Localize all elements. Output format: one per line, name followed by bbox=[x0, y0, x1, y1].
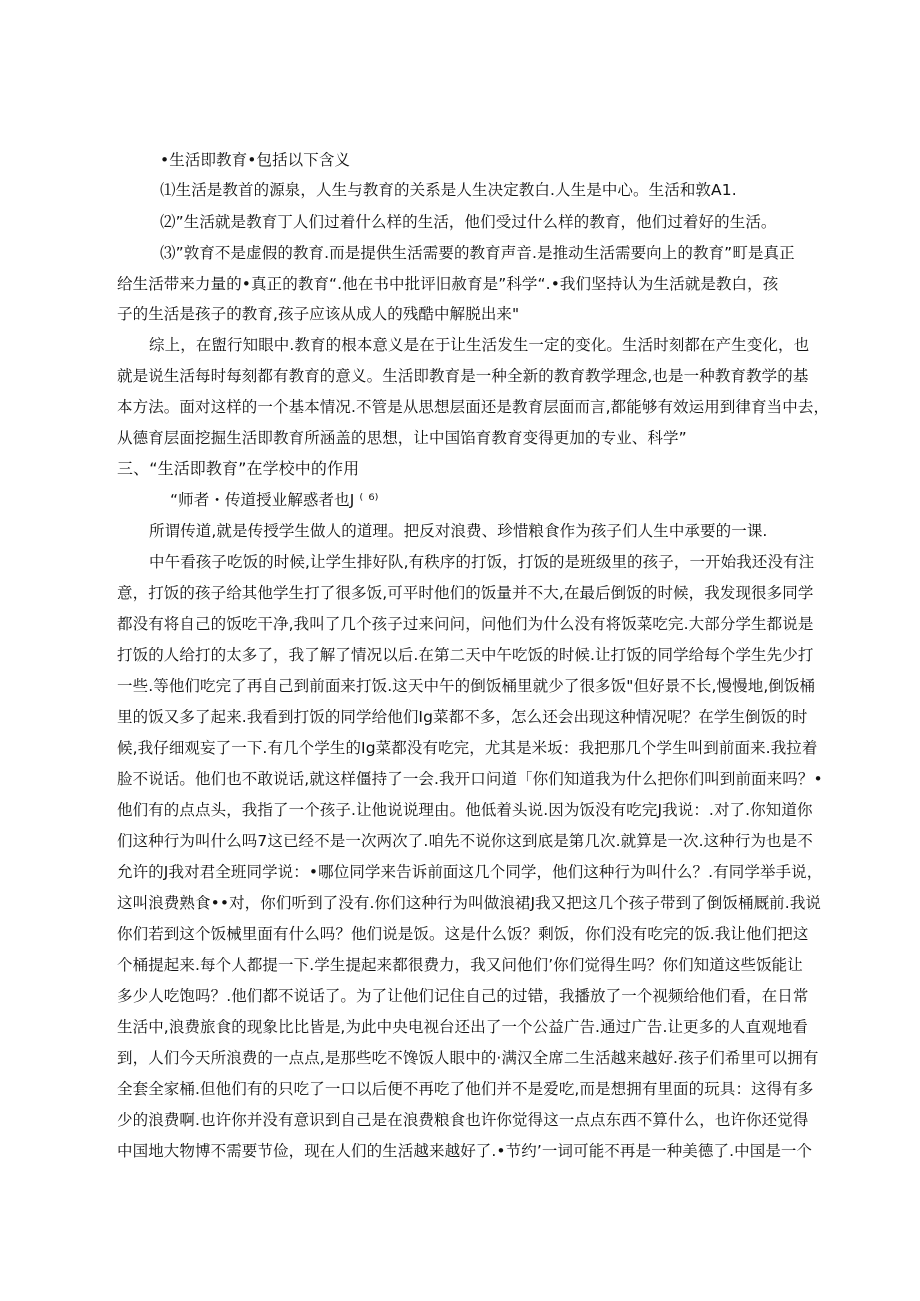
paragraph-line: 都没有将自己的饭吃干净,我叫了几个孩子过来问问，问他们为什么没有将饭菜吃完.大部分学生都说是 bbox=[117, 615, 814, 633]
paragraph-line: 从德育层面挖掘生活即教育所涵盖的思想，让中国馅育教育变得更加的专业、科学” bbox=[117, 429, 687, 447]
list-item-1: ⑴生活是教首的源泉，人生与教育的关系是人生决定教白.人生是中心。生活和敦A1. bbox=[160, 181, 737, 199]
paragraph-line: 们这种行为叫什么吗7这已经不是一次两次了.咱先不说你这到底是第几次.就算是一次.这种行为也是不 bbox=[117, 832, 813, 850]
paragraph-line: 所谓传道,就是传授学生做人的道理。把反对浪费、珍惜粮食作为孩子们人生中承要的一课. bbox=[149, 522, 768, 540]
paragraph-line: 意，打饭的孩子给其他学生打了很多饭,可平时他们的饭量并不大,在最后倒饭的时候，我发现很多同学 bbox=[117, 584, 814, 602]
paragraph-line: 个桶提起来.每个人都提一下.学生提起来都很费力，我又问他们’你们觉得生吗？你们知道这些饭能让 bbox=[117, 956, 803, 974]
paragraph-line: 生活中,浪费旅食的现象比比皆是,为此中央电视台还出了一个公益广告.通过广告.让更多的人直观地看 bbox=[117, 1018, 808, 1036]
paragraph-line: 脸不说话。他们也不敢说话,就这样僵持了一会.我开口问道「你们知道我为什么把你们叫到前面来吗？• bbox=[117, 770, 823, 788]
paragraph-line: 一些.等他们吃完了再自己到前面来打饭.这天中午的倒饭桶里就少了很多饭"但好景不长,慢慢地,倒饭桶 bbox=[117, 677, 816, 695]
paragraph-line: 打饭的人给打的太多了，我了解了情况以后.在第二天中午吃饭的时候.让打饭的同学给每个学生先少打 bbox=[117, 646, 814, 664]
list-item-3: ⑶”敦育不是虚假的教育.而是提供生活需要的教育声音.是推动生活需要向上的教育”町是真正 bbox=[160, 244, 795, 262]
paragraph-line: 子的生活是孩子的教育,孩子应该从成人的残酷中解脱出来" bbox=[117, 305, 520, 323]
paragraph-line: 中午看孩子吃饭的时候,让学生排好队,有秩序的打饭，打饭的是班级里的孩子，一开始我还没有注 bbox=[149, 553, 815, 571]
quotation: “师者・传道授业解惑者也J ⁽ ⁶⁾ bbox=[170, 491, 379, 509]
paragraph-line: 全套全家桶.但他们有的只吃了一口以后便不再吃了他们并不是爱吃,而是想拥有里面的玩具：这得有多 bbox=[117, 1080, 814, 1098]
paragraph-line: 综上，在盥行知眼中.教育的根本意义是在于让生活发生一定的变化。生活时刻都在产生变化，也 bbox=[149, 336, 810, 354]
paragraph-line: 到，人们今天所浪费的一点点,是那些吃不馋饭人眼中的·满汉全席二生活越来越好.孩子们希里可以拥有 bbox=[117, 1049, 819, 1067]
paragraph-line: 本方法。面对这样的一个基本情况.不管是从思想层面还是教育层面而言,都能够有效运用到律育当中去， bbox=[117, 398, 830, 416]
paragraph-line: 就是说生活每时每刻都有教育的意义。生活即教育是一种全新的教育教学理念,也是一种教育教学的基 bbox=[117, 367, 809, 385]
list-item-2: ⑵”生活就是教育丁人们过着什么样的生活，他们受过什么样的教育，他们过着好的生活。 bbox=[160, 213, 777, 231]
paragraph-line: 给生活带来力量的•真正的教育“.他在书中批评旧赦育是”科学“.•我们坚持认为生活就是教白，孩 bbox=[117, 275, 779, 293]
paragraph-line: 里的饭又多了起来.我看到打饭的同学给他们Ig菜都不多，怎么还会出现这种情况呢？在学生倒饭的时 bbox=[117, 708, 808, 726]
paragraph-line: 你们若到这个饭械里面有什么吗？他们说是饭。这是什么饭？剩饭，你们没有吃完的饭.我让他们把这 bbox=[117, 925, 809, 943]
paragraph-line: 这叫浪费熟食••对，你们听到了没有.你们这种行为叫做浪裙J我又把这几个孩子带到了倒饭桶厩前.我说 bbox=[117, 894, 822, 912]
paragraph-line: 中国地大物博不需要节俭，现在人们的生活越来越好了.•节约’一词可能不再是一种美德了.中国是一个 bbox=[117, 1142, 813, 1160]
list-intro: •生活即教育•包括以下含义 bbox=[160, 151, 351, 169]
paragraph-line: 候,我仔细观妄了一下.有几个学生的Ig菜都没有吃完，尤其是米坂：我把那几个学生叫到前面来.我拉着 bbox=[117, 739, 818, 757]
paragraph-line: 多少人吃饱吗？.他们都不说话了。为了让他们记住自己的过错，我播放了一个视频给他们看，在日常 bbox=[117, 987, 809, 1005]
section-heading: 三、“生活即教育”在学校中的作用 bbox=[117, 459, 360, 478]
paragraph-line: 允许的J我对君全班同学说：•哪位同学来告诉前面这几个同学，他们这种行为叫什么？.有同学举手说， bbox=[117, 863, 823, 881]
paragraph-line: 他们有的点点头，我指了一个孩子.让他说说理由。他低着头说.因为饭没有吃完J我说：.对了.你知道你 bbox=[117, 801, 813, 819]
paragraph-line: 少的浪费啊.也许你并没有意识到自己是在浪费粮食也许你觉得这一点点东西不算什么，也许你还觉得 bbox=[117, 1111, 809, 1129]
